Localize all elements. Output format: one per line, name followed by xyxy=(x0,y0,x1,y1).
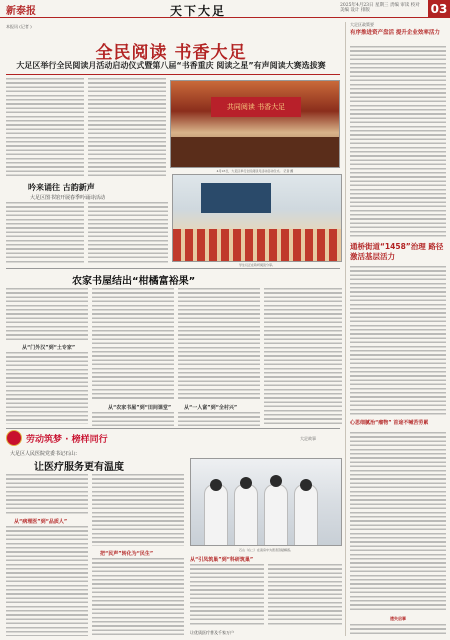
story3-col-3 xyxy=(190,564,264,626)
story3-photo-ward-round xyxy=(190,458,342,546)
badge-title: 劳动筑梦 · 榜样同行 xyxy=(26,435,108,445)
sub1-text-col-2 xyxy=(88,202,168,264)
lead-kicker: 本报讯 (记者 ) xyxy=(6,24,32,29)
lead-photo-reading-room xyxy=(172,174,342,262)
labor-badge xyxy=(6,430,116,446)
lead-subheadline: 大足区举行全民阅读月活动启动仪式暨第八届“书香重庆 阅读之星”有声阅读大赛选拔赛 xyxy=(16,61,326,70)
column-separator xyxy=(345,22,346,636)
photo-stage xyxy=(171,137,339,167)
story3-headline: 让医疗服务更有温度 xyxy=(34,462,124,473)
badge-tag: 大足故事 xyxy=(300,436,316,441)
story2-col-3 xyxy=(178,288,260,400)
story3-col-4 xyxy=(268,564,342,626)
story3-col-1b xyxy=(6,526,88,636)
labor-emblem-icon xyxy=(6,430,22,446)
right-col-3 xyxy=(350,432,446,612)
story2-sub-b: 从“农家书屋”到“田间课堂” xyxy=(108,405,172,411)
story2-col-3b xyxy=(178,412,260,426)
photo-banner: 共同阅读 书香大足 xyxy=(211,97,301,117)
story3-sub-b: 把“民声”转化为“民生” xyxy=(100,551,154,557)
story3-col-2b xyxy=(92,558,184,636)
story3-photo-caption: 石山（右二）在查房中为患者答疑解惑。 xyxy=(238,548,293,552)
sub1-headline: 吟来诵往 古韵新声 xyxy=(28,183,95,192)
sub1-text-col-1 xyxy=(6,202,84,264)
story2-col-4 xyxy=(264,288,342,426)
section-divider-1 xyxy=(6,268,340,269)
right-col-1 xyxy=(350,46,446,238)
page-number: 03 xyxy=(428,0,450,18)
story3-sub-c: 从“引凤筑巢”到“科研筑巢” xyxy=(190,557,254,563)
story2-col-2a xyxy=(92,288,174,400)
lead-text-col-2 xyxy=(88,78,166,178)
story3-col-1a xyxy=(6,474,88,514)
story3-sub-a: 从“病理医”到“品质人” xyxy=(14,519,68,525)
right-headline-3: 心思细腻治“瘤物” 首途不喊苦劳累 xyxy=(350,420,429,426)
story3-kicker: 大足区人民医院党委书记石山： xyxy=(10,451,81,457)
lead-photo1-caption: 4月23日，大足区举行全民阅读月活动启动仪式。 记者 摄 xyxy=(216,169,294,173)
story3-col-2a xyxy=(92,474,184,546)
lead-photo-ceremony xyxy=(170,80,340,168)
story2-col-1a xyxy=(6,288,88,340)
right-col-2 xyxy=(350,266,446,416)
right-tag: 大足区政策要 xyxy=(350,22,374,27)
photo-seats xyxy=(173,229,341,261)
story2-headline: 农家书屋结出“柑橘富裕果” xyxy=(72,276,196,287)
lead-photo2-caption: 学生们正在聆听阅读分享。 xyxy=(238,263,275,267)
notice-text xyxy=(350,624,446,636)
newspaper-logo: 新泰报 xyxy=(6,6,36,17)
story2-col-1b xyxy=(6,352,88,424)
story3-end-note: 让优质医疗普及千家万户 xyxy=(190,630,234,635)
masthead xyxy=(0,0,450,18)
right-headline-2: 通桥街道“1458”治理 路径激活基层活力 xyxy=(350,242,444,261)
lead-divider xyxy=(6,74,340,75)
photo-screen xyxy=(201,183,271,213)
lead-headline: 全民阅读 书香大足 xyxy=(95,43,247,63)
right-headline-1: 有序推进资产盘活 提升企业效率活力 xyxy=(350,30,440,36)
lead-text-col-1 xyxy=(6,78,84,178)
sub1-subheadline: 大足区图书馆开展春季吟诵诗活动 xyxy=(30,195,106,201)
section-title: 天下大足 xyxy=(170,4,227,18)
story2-sub-c: 从“一人富”到“全村兴” xyxy=(184,405,238,411)
story2-col-2b xyxy=(92,412,174,426)
story2-sub-a: 从“门外汉”到“土专家” xyxy=(22,345,76,351)
section-divider-2 xyxy=(6,428,340,429)
date-line: 2025年4月23日 星期三 责编 审读 校对 美编 设计 排版 xyxy=(340,3,420,13)
notice-title: 遗失启事 xyxy=(390,616,406,621)
